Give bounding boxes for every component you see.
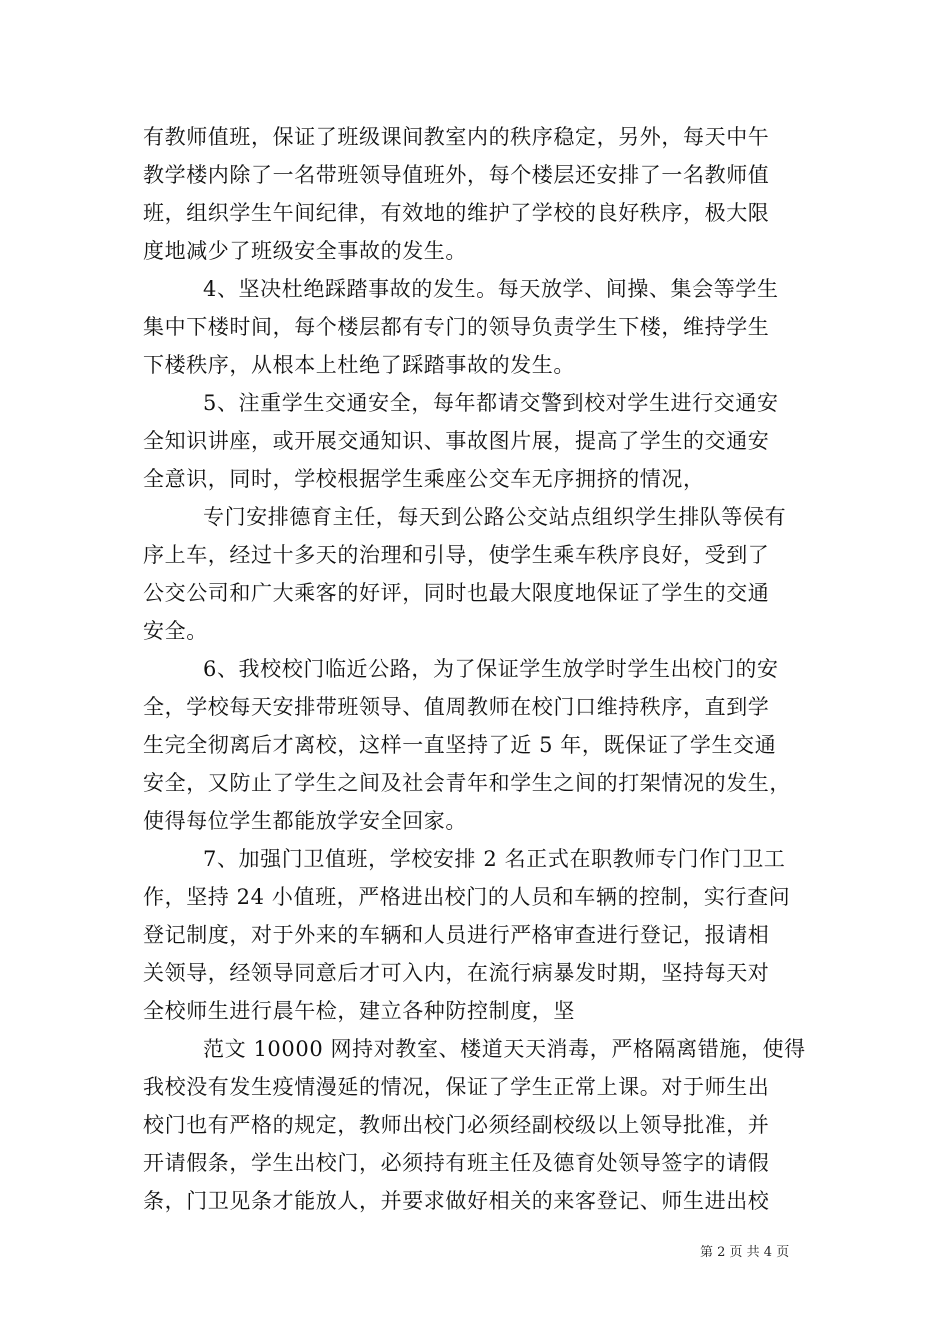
text-line: 教学楼内除了一名带班领导值班外，每个楼层还安排了一名教师值 [143,163,770,187]
text-line: 登记制度，对于外来的车辆和人员进行严格审查进行登记，报请相 [143,923,770,947]
paragraph-item-7 [143,840,823,1030]
text-line: 使得每位学生都能放学安全回家。 [143,809,467,833]
text-line: 范文 10000 网持对教室、楼道天天消毒，严格隔离错施，使得 [203,1037,806,1061]
paragraph-disinfection [143,1030,823,1220]
text-line: 4、坚决杜绝踩踏事故的发生。每天放学、间操、集会等学生 [203,277,779,301]
text-line: 我校没有发生疫情漫延的情况，保证了学生正常上课。对于师生出 [143,1075,770,1099]
paragraph-class-order [143,118,823,270]
text-line: 全知识讲座，或开展交通知识、事故图片展，提高了学生的交通安 [143,429,770,453]
text-line: 集中下楼时间，每个楼层都有专门的领导负责学生下楼，维持学生 [143,315,770,339]
text-line: 生完全彻离后才离校，这样一直坚持了近 5 年，既保证了学生交通 [143,733,777,757]
text-line: 条，门卫见条才能放人，并要求做好相关的来客登记、师生进出校 [143,1189,770,1213]
text-line: 安全，又防止了学生之间及社会青年和学生之间的打架情况的发生， [143,771,791,795]
paragraph-item-4 [143,270,823,384]
text-line: 度地减少了班级安全事故的发生。 [143,239,467,263]
text-line: 校门也有严格的规定，教师出校门必须经副校级以上领导批准，并 [143,1113,770,1137]
text-line: 序上车，经过十多天的治理和引导，使学生乘车秩序良好，受到了 [143,543,770,567]
text-line: 关领导，经领导同意后才可入内，在流行病暴发时期，坚持每天对 [143,961,770,985]
text-line: 6、我校校门临近公路，为了保证学生放学时学生出校门的安 [203,657,779,681]
text-line: 开请假条，学生出校门，必须持有班主任及德育处领导签字的请假 [143,1151,770,1175]
text-line: 班，组织学生午间纪律，有效地的维护了学校的良好秩序，极大限 [143,201,770,225]
text-line: 全，学校每天安排带班领导、值周教师在校门口维持秩序，直到学 [143,695,770,719]
text-line: 公交公司和广大乘客的好评，同时也最大限度地保证了学生的交通 [143,581,770,605]
text-line: 下楼秩序，从根本上杜绝了踩踏事故的发生。 [143,353,575,377]
paragraph-moral-education [143,498,823,650]
text-line: 5、注重学生交通安全，每年都请交警到校对学生进行交通安 [203,391,779,415]
paragraph-item-6 [143,650,823,840]
page-number-footer: 第 2 页 共 4 页 [700,1245,790,1260]
text-line: 7、加强门卫值班，学校安排 2 名正式在职教师专门作门卫工 [203,847,786,871]
text-line: 有教师值班，保证了班级课间教室内的秩序稳定，另外，每天中午 [143,125,770,149]
text-line: 安全。 [143,619,208,643]
text-line: 全意识，同时，学校根据学生乘座公交车无序拥挤的情况， [143,467,705,491]
text-line: 专门安排德育主任，每天到公路公交站点组织学生排队等侯有 [203,505,787,529]
text-line: 作，坚持 24 小值班，严格进出校门的人员和车辆的控制，实行查问 [143,885,791,909]
text-line: 全校师生进行晨午检，建立各种防控制度，坚 [143,999,575,1023]
body-text [143,118,823,1220]
paragraph-item-5 [143,384,823,498]
